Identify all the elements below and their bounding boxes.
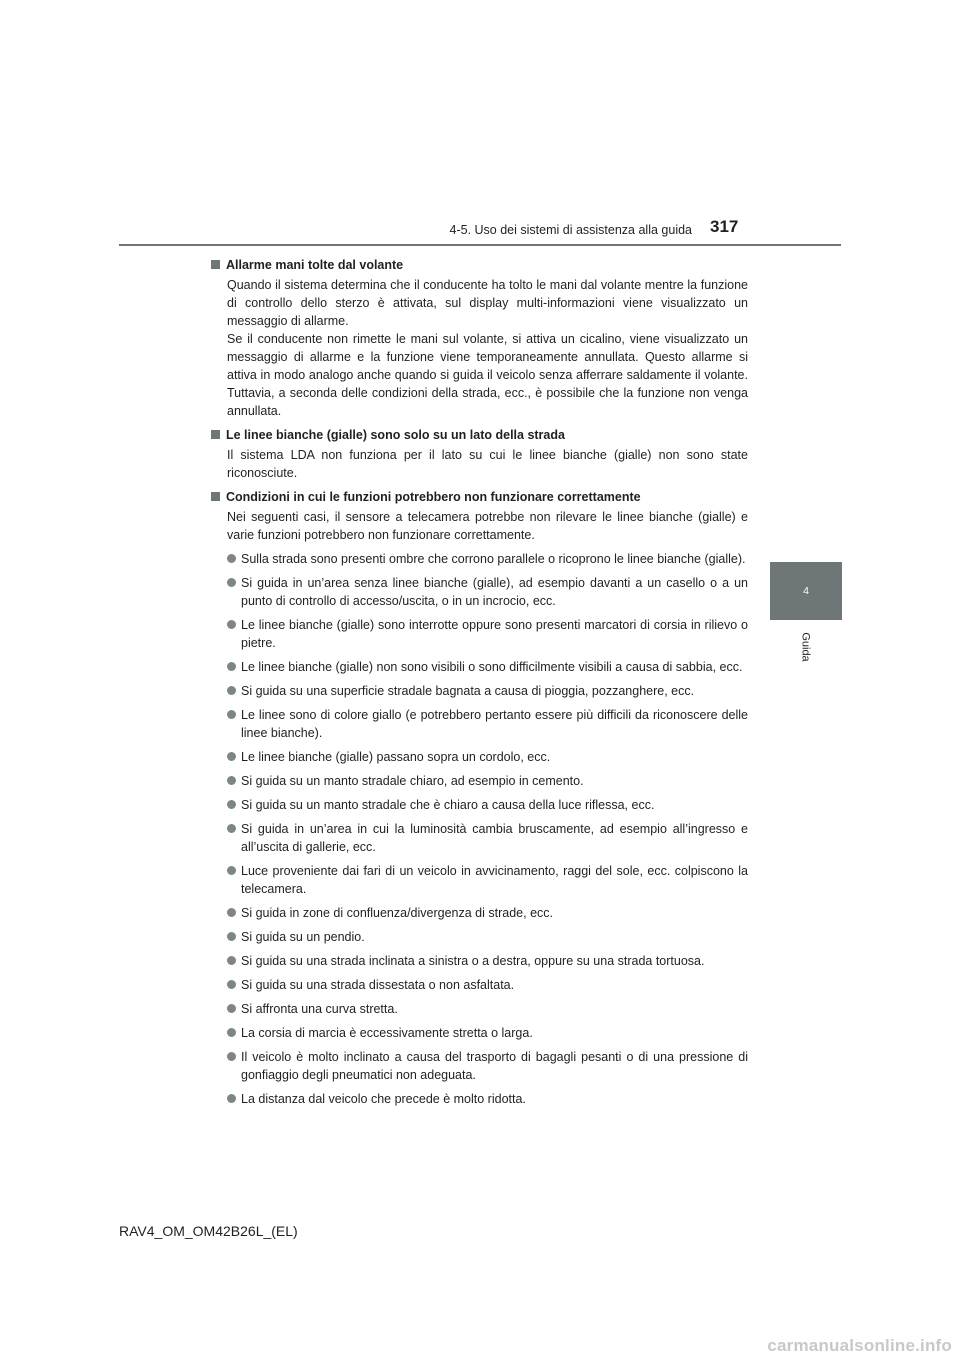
section-heading-text: Condizioni in cui le funzioni potrebbero non funzionare correttamente: [226, 490, 641, 504]
chapter-label: Guida: [799, 632, 812, 662]
page-number: 317: [710, 217, 739, 236]
list-item: La distanza dal veicolo che precede è molto ridotta.: [227, 1090, 748, 1108]
round-bullet-icon: [227, 1094, 236, 1103]
chapter-tab: [770, 562, 842, 620]
round-bullet-icon: [227, 686, 236, 695]
section-heading-text: Le linee bianche (gialle) sono solo su un lato della strada: [226, 428, 565, 442]
round-bullet-icon: [227, 776, 236, 785]
manual-code: RAV4_OM_OM42B26L_(EL): [119, 1223, 298, 1239]
round-bullet-icon: [227, 824, 236, 833]
list-item: Il veicolo è molto inclinato a causa del trasporto di bagagli pesanti o di una pressione di gonfiaggio degli pneumatici non adeguata.: [227, 1048, 748, 1084]
round-bullet-icon: [227, 908, 236, 917]
list-item: Le linee bianche (gialle) sono interrotte oppure sono presenti marcatori di corsia in rilievo o pietre.: [227, 616, 748, 652]
square-bullet-icon: [211, 430, 220, 439]
section-malfunction-conditions: [211, 488, 748, 1108]
watermark: carmanualsonline.info: [767, 1336, 952, 1355]
round-bullet-icon: [227, 866, 236, 875]
round-bullet-icon: [227, 1028, 236, 1037]
round-bullet-icon: [227, 1052, 236, 1061]
list-item: Le linee bianche (gialle) passano sopra un cordolo, ecc.: [227, 748, 748, 766]
list-item: Si guida in un’area in cui la luminosità cambia bruscamente, ad esempio all’ingresso e all’uscita di gallerie, ecc.: [227, 820, 748, 856]
square-bullet-icon: [211, 492, 220, 501]
section-title: 4-5. Uso dei sistemi di assistenza alla guida: [449, 223, 692, 237]
square-bullet-icon: [211, 260, 220, 269]
paragraph: Nei seguenti casi, il sensore a telecamera potrebbe non rilevare le linee bianche (gialle) e varie funzioni potrebbero non funzionare correttamente.: [227, 510, 748, 542]
list-item: Si guida in un’area senza linee bianche (gialle), ad esempio davanti a un casello o a un punto di controllo di accesso/uscita, o in un incrocio, ecc.: [227, 574, 748, 610]
list-item: Luce proveniente dai fari di un veicolo in avvicinamento, raggi del sole, ecc. colpiscono la telecamera.: [227, 862, 748, 898]
round-bullet-icon: [227, 662, 236, 671]
paragraph: Quando il sistema determina che il conducente ha tolto le mani dal volante mentre la funzione di controllo dello sterzo è attivata, sul display multi-informazioni viene visualizzato un messaggio di allarme.: [227, 278, 748, 328]
round-bullet-icon: [227, 980, 236, 989]
list-item: La corsia di marcia è eccessivamente stretta o larga.: [227, 1024, 748, 1042]
chapter-label-wrap: [781, 632, 831, 662]
page-content: [211, 256, 748, 1108]
round-bullet-icon: [227, 956, 236, 965]
header-divider: [119, 244, 841, 246]
section-hands-off-alarm: [211, 256, 748, 420]
round-bullet-icon: [227, 554, 236, 563]
chapter-number: 4: [803, 585, 809, 597]
round-bullet-icon: [227, 710, 236, 719]
round-bullet-icon: [227, 620, 236, 629]
section-one-side-lines: [211, 426, 748, 482]
section-heading: [211, 488, 748, 506]
list-item: Si guida su un manto stradale chiaro, ad esempio in cemento.: [227, 772, 748, 790]
section-heading: [211, 256, 748, 274]
round-bullet-icon: [227, 752, 236, 761]
round-bullet-icon: [227, 932, 236, 941]
list-item: Le linee sono di colore giallo (e potrebbero pertanto essere più difficili da riconoscere delle linee bianche).: [227, 706, 748, 742]
list-item: Si guida su un pendio.: [227, 928, 748, 946]
paragraph: Il sistema LDA non funziona per il lato su cui le linee bianche (gialle) non sono state riconosciute.: [227, 448, 748, 480]
round-bullet-icon: [227, 800, 236, 809]
list-item: Si guida su un manto stradale che è chiaro a causa della luce riflessa, ecc.: [227, 796, 748, 814]
round-bullet-icon: [227, 578, 236, 587]
list-item: Sulla strada sono presenti ombre che corrono parallele o ricoprono le linee bianche (gialle).: [227, 550, 748, 568]
list-item: Si affronta una curva stretta.: [227, 1000, 748, 1018]
list-item: Si guida in zone di confluenza/divergenza di strade, ecc.: [227, 904, 748, 922]
list-item: Si guida su una strada inclinata a sinistra o a destra, oppure su una strada tortuosa.: [227, 952, 748, 970]
section-heading: [211, 426, 748, 444]
list-item: Si guida su una superficie stradale bagnata a causa di pioggia, pozzanghere, ecc.: [227, 682, 748, 700]
list-item: Le linee bianche (gialle) non sono visibili o sono difficilmente visibili a causa di sabbia, ecc.: [227, 658, 748, 676]
list-item: Si guida su una strada dissestata o non asfaltata.: [227, 976, 748, 994]
section-heading-text: Allarme mani tolte dal volante: [226, 258, 404, 272]
paragraph: Se il conducente non rimette le mani sul volante, si attiva un cicalino, viene visualizzato un messaggio di allarme e la funzione viene temporaneamente annullata. Questo allarme si attiva in modo analogo anche quando si guida il veicolo senza afferrare saldamente il volante. Tuttavia, a seconda delle condizioni della strada, ecc., è possibile che la funzione non venga annullata.: [227, 332, 748, 418]
round-bullet-icon: [227, 1004, 236, 1013]
